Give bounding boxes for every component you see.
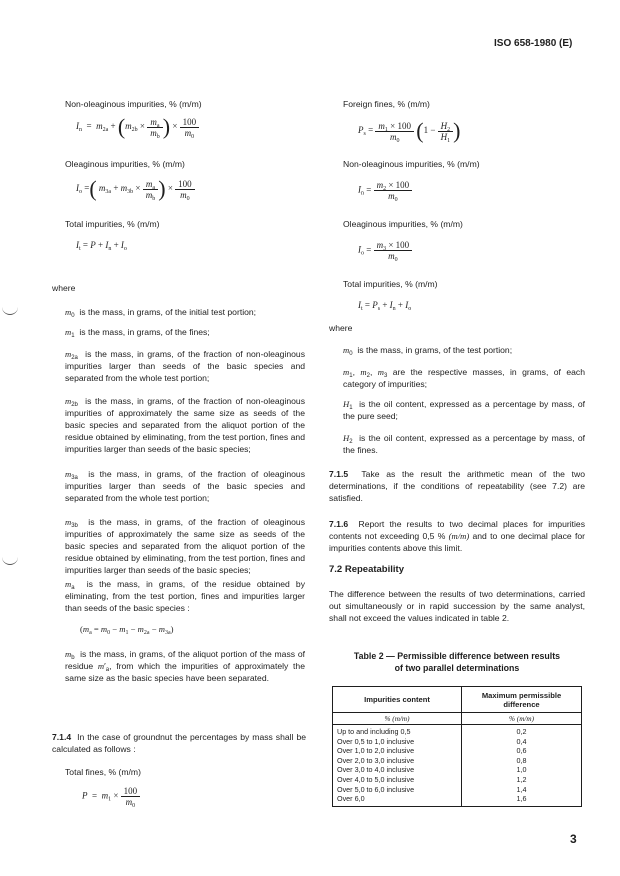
document-header: ISO 658-1980 (E) [494,38,573,49]
margin-mark [2,556,18,565]
table-header-col1: Impurities content [333,687,462,713]
formula-Io-right: $I_o$ = $\frac{m_3 \times 100}{m_0}$ [358,240,412,261]
ma-equation: $(m_a = m_0 - m_1 - m_{2a} - m_{3a})$ [80,624,174,636]
total-impurities-label-right: Total impurities, % (m/m) [343,279,438,289]
table-cell: Over 6,0 [337,794,365,804]
def-h1: $H_1$ is the oil content, expressed as a percentage by mass, of the pure seed; [343,399,585,421]
total-impurities-label: Total impurities, % (m/m) [65,219,160,229]
table-cell: 1,6 [516,794,527,804]
table-cell: Over 4,0 to 5,0 inclusive [337,774,415,784]
total-fines-label: Total fines, % (m/m) [65,767,141,777]
def-h2: $H_2$ is the oil content, expressed as a percentage by mass, of the fines. [343,433,585,455]
table-cell: Over 3,0 to 4,0 inclusive [337,765,415,775]
table-unit-col2: % (m/m) [462,713,582,725]
foreign-fines-label: Foreign fines, % (m/m) [343,99,430,109]
def-m0: $m_0$ is the mass, in grams, of the initial test portion; [65,307,257,319]
table-cell: 1,2 [516,774,527,784]
def-m2a: $m_{2a}$ is the mass, in grams, of the fraction of non-oleaginous impurities larger than seeds of the basic species and separated from the whole test portion; [65,349,305,383]
def-m2b: $m_{2b}$ is the mass, in grams, of the fraction of non-oleaginous impurities of approximately the same size as seeds of the basic species and separated from the aliquot portion of the residue obtained by eliminating, from the test portion, fines and impurities larger than seeds of the basic species; [65,396,305,454]
table-col1-values [333,725,462,807]
section-7-1-6: 7.1.6 Report the results to two decimal places for impurities contents not exceeding 0,5 % (m/m) and to one decimal place for impurities contents above this limit. [329,519,585,553]
section-7-1-4: 7.1.4 In the case of groundnut the percentages by mass shall be calculated as follows : [52,732,307,754]
where-right: where [329,323,353,333]
section-7-1-5: 7.1.5 Take as the result the arithmetic mean of the two determinations, if the conditions of repeatability (see 7.2) are satisfied. [329,469,586,503]
table-unit-col1: % (m/m) [333,713,462,725]
where-left: where [52,283,76,293]
table-cell: Over 1,0 to 2,0 inclusive [337,746,415,756]
table-cell: 0,2 [516,727,527,736]
non-oleaginous-label-right: Non-oleaginous impurities, % (m/m) [343,159,480,169]
table-unit-row [333,713,582,725]
formula-In-right: $I_n$ = $\frac{m_2 \times 100}{m_0}$ [358,180,412,201]
table-cell: 0,6 [516,746,527,756]
def-m3a: $m_{3a}$ is the mass, in grams, of the fraction of oleaginous impurities larger than seeds of the basic species and separated from the whole test portion; [65,469,305,503]
section-7-2-text: The difference between the results of two determinations, carried out simultaneously or in rapid succession by the same analyst, shall not exceed the values indicated in table 2. [329,589,585,623]
formula-Ps: $P_s$ = $\frac{m_1 \times 100}{m_0}$ (1 − $\frac{H_2}{H_1}$ ) [358,118,461,144]
table-2 [332,686,582,807]
def-m1: $m_1$ is the mass, in grams, of the fines; [65,327,210,339]
table-cell: 0,8 [516,755,527,765]
table-caption: Table 2 — Permissible difference between results of two parallel determinations [353,651,561,673]
def-mb: $m_b$ is the mass, in grams, of the aliquot portion of the mass of residue $m'_a$, from which the impurities of approximately the same size as the basic species have been separated. [65,649,306,683]
table-cell: Up to and including 0,5 [337,727,411,736]
table-col2-values [462,725,582,807]
table-cell: Over 0,5 to 1,0 inclusive [337,736,415,746]
table-cell: Over 2,0 to 3,0 inclusive [337,755,415,765]
table-header-col2: Maximum permissible difference [462,687,582,713]
oleaginous-label: Oleaginous impurities, % (m/m) [65,159,185,169]
table-header-row [333,687,582,713]
formula-It-right: $I_t = P_s + I_n + I_o$ [358,300,412,312]
table-cell: Over 5,0 to 6,0 inclusive [337,784,415,794]
non-oleaginous-label: Non-oleaginous impurities, % (m/m) [65,99,202,109]
def-m123: $m_1$, $m_2$, $m_3$ are the respective masses, in grams, of each category of impurities; [343,367,585,389]
table-cell: 1,0 [516,765,527,775]
formula-Io: $I_o$ =( $m_{3a} + m_{3b}$ × $\frac{m_a}{m_b}$ ) × $\frac{100}{m_0}$ [76,176,195,202]
def-ma: $m_a$ is the mass, in grams, of the residue obtained by eliminating, from the test portion, fines and impurities larger than seeds of the basic species : [65,579,305,613]
def-m0-right: $m_0$ is the mass, in grams, of the test portion; [343,345,513,357]
margin-mark [2,306,18,315]
formula-P: $P = m_1$ × $\frac{100}{m_0}$ [82,786,140,807]
def-m3b: $m_{3b}$ is the mass, in grams, of the fraction of oleaginous impurities of approximately the same size as seeds of the basic species and separated from the aliquot portion of the residue obtained by eliminating, from the test portion, fines and impurities larger than seeds of the basic species; [65,517,305,575]
table-cell: 1,4 [516,784,527,794]
page-number: 3 [570,832,577,846]
formula-It: $I_t = P + I_n + I_o$ [76,240,127,252]
table-body [333,725,582,807]
formula-In: $I_n = m_{2a} + (m_{2b}$ × $\frac{m_a}{m_b}$ ) × $\frac{100}{m_0}$ [76,114,199,140]
table-cell: 0,4 [516,736,527,746]
section-7-2-heading: 7.2 Repeatability [329,564,404,575]
oleaginous-label-right: Oleaginous impurities, % (m/m) [343,219,463,229]
